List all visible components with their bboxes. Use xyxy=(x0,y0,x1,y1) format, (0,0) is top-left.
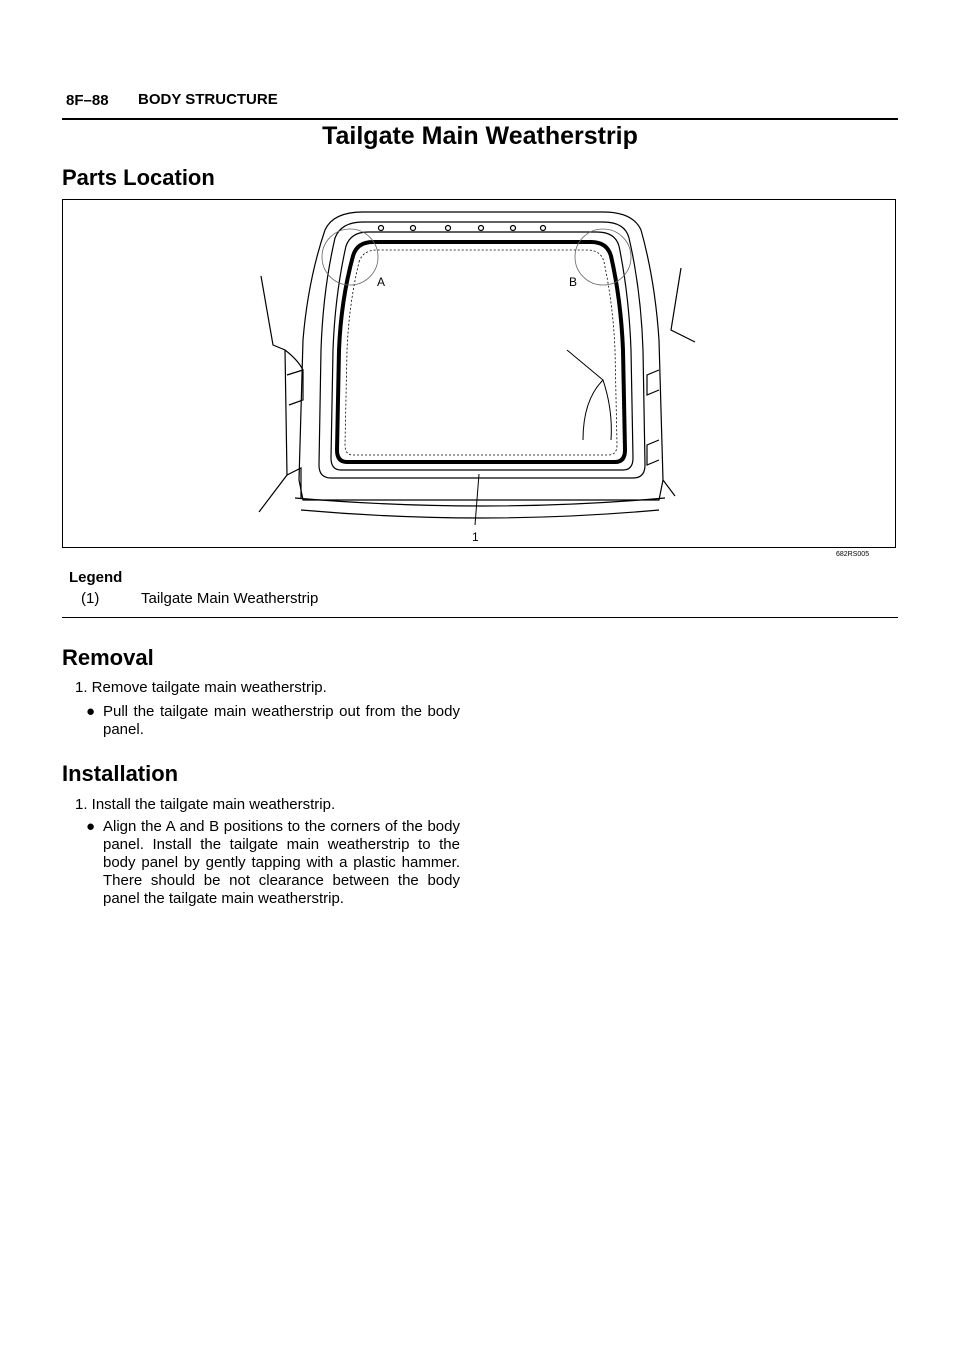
figure-id: 682RS005 xyxy=(836,551,870,558)
callout-1: 1 xyxy=(472,530,479,544)
label-b: B xyxy=(569,275,578,289)
installation-bullet xyxy=(88,818,460,908)
installation-bullet-text: Align the A and B positions to the corners of the body panel. Install the tailgate main weatherstrip to the body panel by gently tapping with a plastic hammer. There should be not clearance between the body panel the tailgate main weatherstrip. xyxy=(103,818,460,907)
bullet-icon: ● xyxy=(86,703,96,720)
removal-bullet-text: Pull the tailgate main weatherstrip out from the body panel. xyxy=(103,703,460,738)
tailgate-drawing xyxy=(63,200,897,549)
installation-heading: Installation xyxy=(62,761,179,786)
legend-item-label: Tailgate Main Weatherstrip xyxy=(141,590,319,607)
page-number: 8F–88 xyxy=(66,92,109,109)
legend-item-number: (1) xyxy=(81,590,100,607)
parts-location-heading: Parts Location xyxy=(62,165,215,190)
removal-step-1: 1. Remove tailgate main weatherstrip. xyxy=(75,679,327,696)
tailgate-figure xyxy=(62,199,896,548)
divider xyxy=(62,617,898,618)
legend-item xyxy=(81,590,318,607)
legend-title: Legend xyxy=(69,569,123,586)
removal-heading: Removal xyxy=(62,645,154,670)
removal-bullet xyxy=(88,703,460,739)
installation-step-1: 1. Install the tailgate main weatherstrip. xyxy=(75,796,336,813)
label-a: A xyxy=(377,275,386,289)
section-title: BODY STRUCTURE xyxy=(138,91,278,108)
page-header xyxy=(62,90,898,120)
page-title: Tailgate Main Weatherstrip xyxy=(322,122,638,150)
bullet-icon: ● xyxy=(86,818,96,835)
